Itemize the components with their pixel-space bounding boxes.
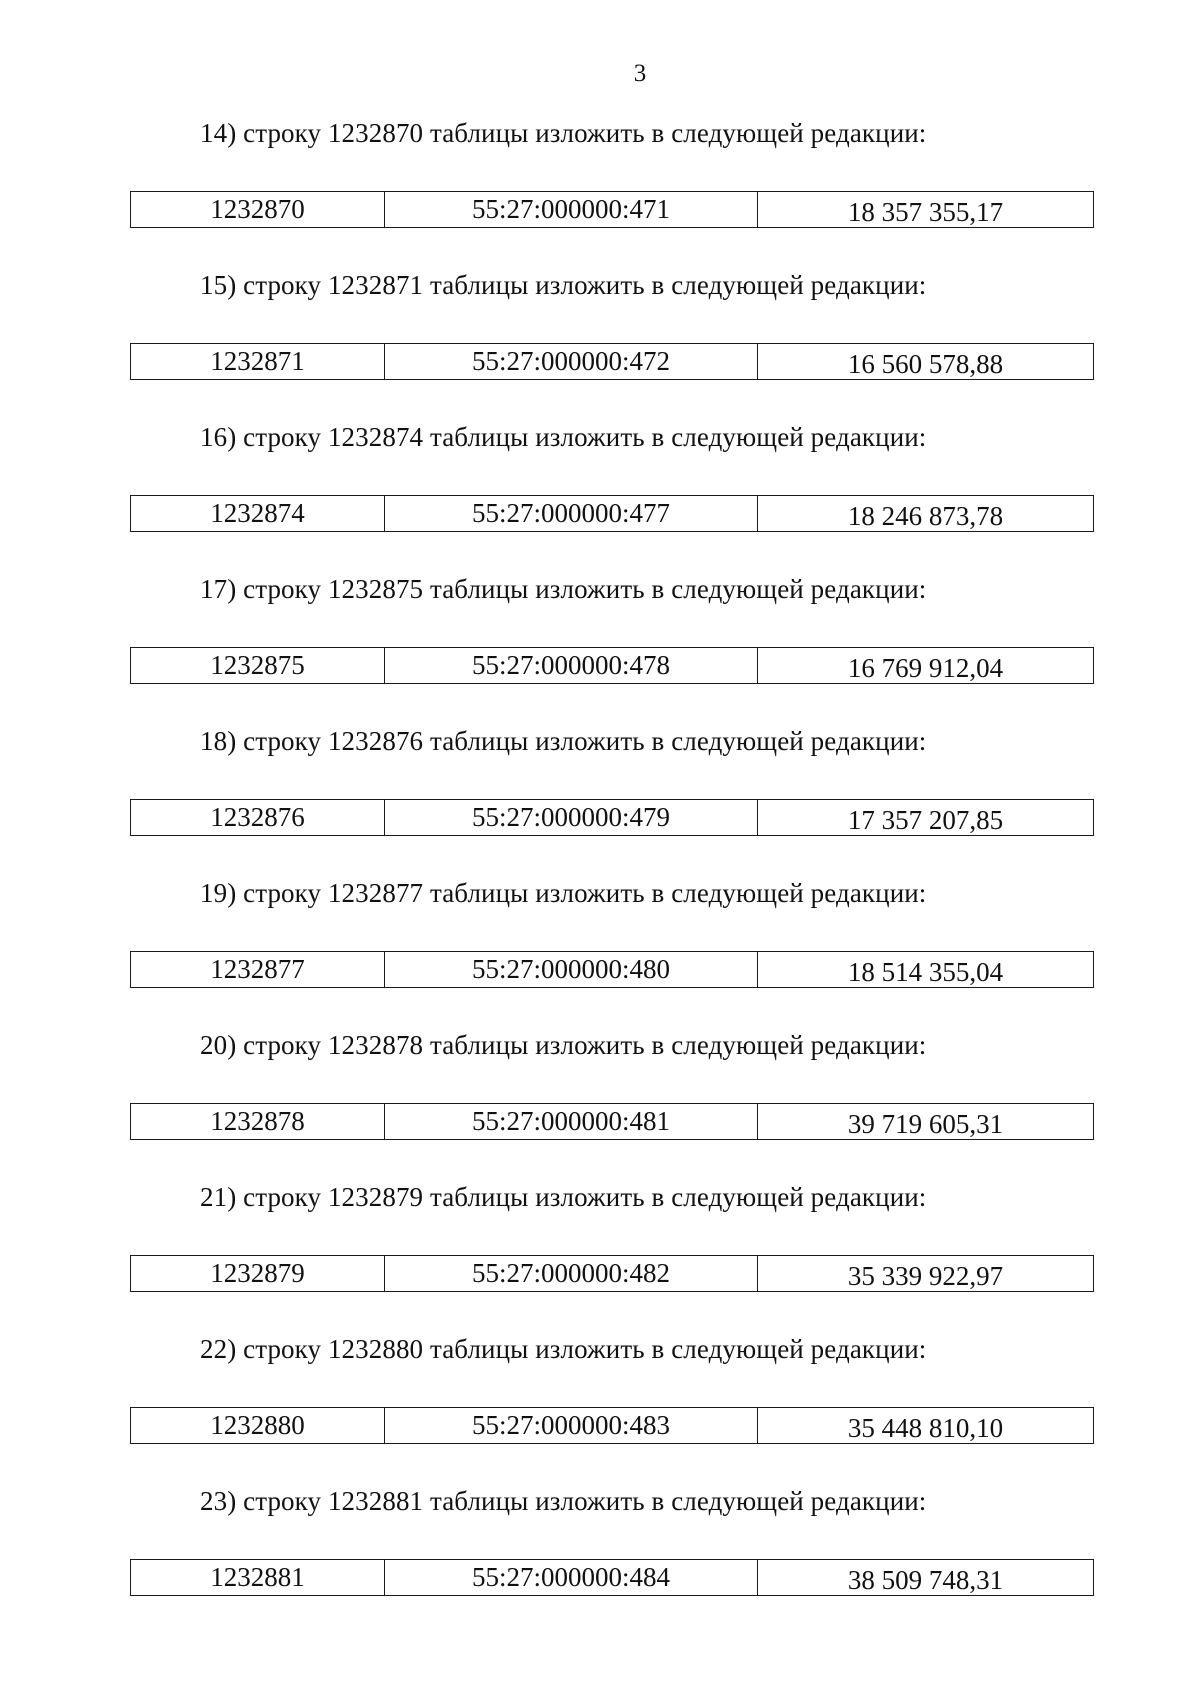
row-id-cell: 1232870 <box>131 192 385 227</box>
amendment-item <box>0 1027 1200 1179</box>
cadastral-number-cell: 55:27:000000:471 <box>385 192 758 227</box>
row-id-cell: 1232878 <box>131 1104 385 1139</box>
amendment-instruction: 17) строку 1232875 таблицы изложить в следующей редакции: <box>200 574 927 604</box>
amendment-instruction: 22) строку 1232880 таблицы изложить в следующей редакции: <box>200 1334 927 1364</box>
cadastral-value-cell: 18 246 873,78 <box>847 501 1004 531</box>
cadastral-value-cell: 35 339 922,97 <box>847 1261 1004 1291</box>
row-id-cell: 1232879 <box>131 1256 385 1291</box>
row-id-cell: 1232875 <box>131 648 385 683</box>
table-row <box>130 1407 1094 1444</box>
cadastral-number-cell: 55:27:000000:481 <box>385 1104 758 1139</box>
amendment-item <box>0 1179 1200 1331</box>
cadastral-value-cell: 35 448 810,10 <box>847 1413 1004 1443</box>
cadastral-value-cell: 16 769 912,04 <box>847 653 1004 683</box>
cadastral-value-cell: 16 560 578,88 <box>847 349 1004 379</box>
table-row <box>130 1255 1094 1292</box>
cadastral-number-cell: 55:27:000000:483 <box>385 1408 758 1443</box>
table-row <box>130 1559 1094 1596</box>
amendment-instruction: 15) строку 1232871 таблицы изложить в следующей редакции: <box>200 270 927 300</box>
table-row <box>130 951 1094 988</box>
amendment-item <box>0 723 1200 875</box>
table-row <box>130 1103 1094 1140</box>
cadastral-value-cell: 17 357 207,85 <box>847 805 1004 835</box>
amendment-instruction: 19) строку 1232877 таблицы изложить в следующей редакции: <box>200 878 927 908</box>
amendment-list <box>0 115 1200 1635</box>
cadastral-value-cell: 38 509 748,31 <box>847 1565 1004 1595</box>
amendment-item <box>0 419 1200 571</box>
row-id-cell: 1232881 <box>131 1560 385 1595</box>
row-id-cell: 1232880 <box>131 1408 385 1443</box>
cadastral-number-cell: 55:27:000000:484 <box>385 1560 758 1595</box>
amendment-instruction: 16) строку 1232874 таблицы изложить в следующей редакции: <box>200 422 927 452</box>
amendment-instruction: 14) строку 1232870 таблицы изложить в следующей редакции: <box>200 118 927 148</box>
row-id-cell: 1232871 <box>131 344 385 379</box>
table-row <box>130 343 1094 380</box>
amendment-item <box>0 875 1200 1027</box>
amendment-item <box>0 1483 1200 1635</box>
table-row <box>130 799 1094 836</box>
cadastral-number-cell: 55:27:000000:479 <box>385 800 758 835</box>
cadastral-value-cell: 18 357 355,17 <box>847 197 1004 227</box>
cadastral-number-cell: 55:27:000000:480 <box>385 952 758 987</box>
cadastral-number-cell: 55:27:000000:472 <box>385 344 758 379</box>
table-row <box>130 191 1094 228</box>
row-id-cell: 1232874 <box>131 496 385 531</box>
table-row <box>130 495 1094 532</box>
amendment-item <box>0 1331 1200 1483</box>
cadastral-number-cell: 55:27:000000:482 <box>385 1256 758 1291</box>
table-row <box>130 647 1094 684</box>
amendment-item <box>0 115 1200 267</box>
amendment-item <box>0 571 1200 723</box>
row-id-cell: 1232876 <box>131 800 385 835</box>
page-number: 3 <box>633 60 647 87</box>
cadastral-number-cell: 55:27:000000:478 <box>385 648 758 683</box>
row-id-cell: 1232877 <box>131 952 385 987</box>
cadastral-value-cell: 18 514 355,04 <box>847 957 1004 987</box>
amendment-instruction: 20) строку 1232878 таблицы изложить в следующей редакции: <box>200 1030 927 1060</box>
amendment-instruction: 23) строку 1232881 таблицы изложить в следующей редакции: <box>200 1486 927 1516</box>
cadastral-number-cell: 55:27:000000:477 <box>385 496 758 531</box>
cadastral-value-cell: 39 719 605,31 <box>847 1109 1004 1139</box>
amendment-item <box>0 267 1200 419</box>
amendment-instruction: 21) строку 1232879 таблицы изложить в следующей редакции: <box>200 1182 927 1212</box>
amendment-instruction: 18) строку 1232876 таблицы изложить в следующей редакции: <box>200 726 927 756</box>
